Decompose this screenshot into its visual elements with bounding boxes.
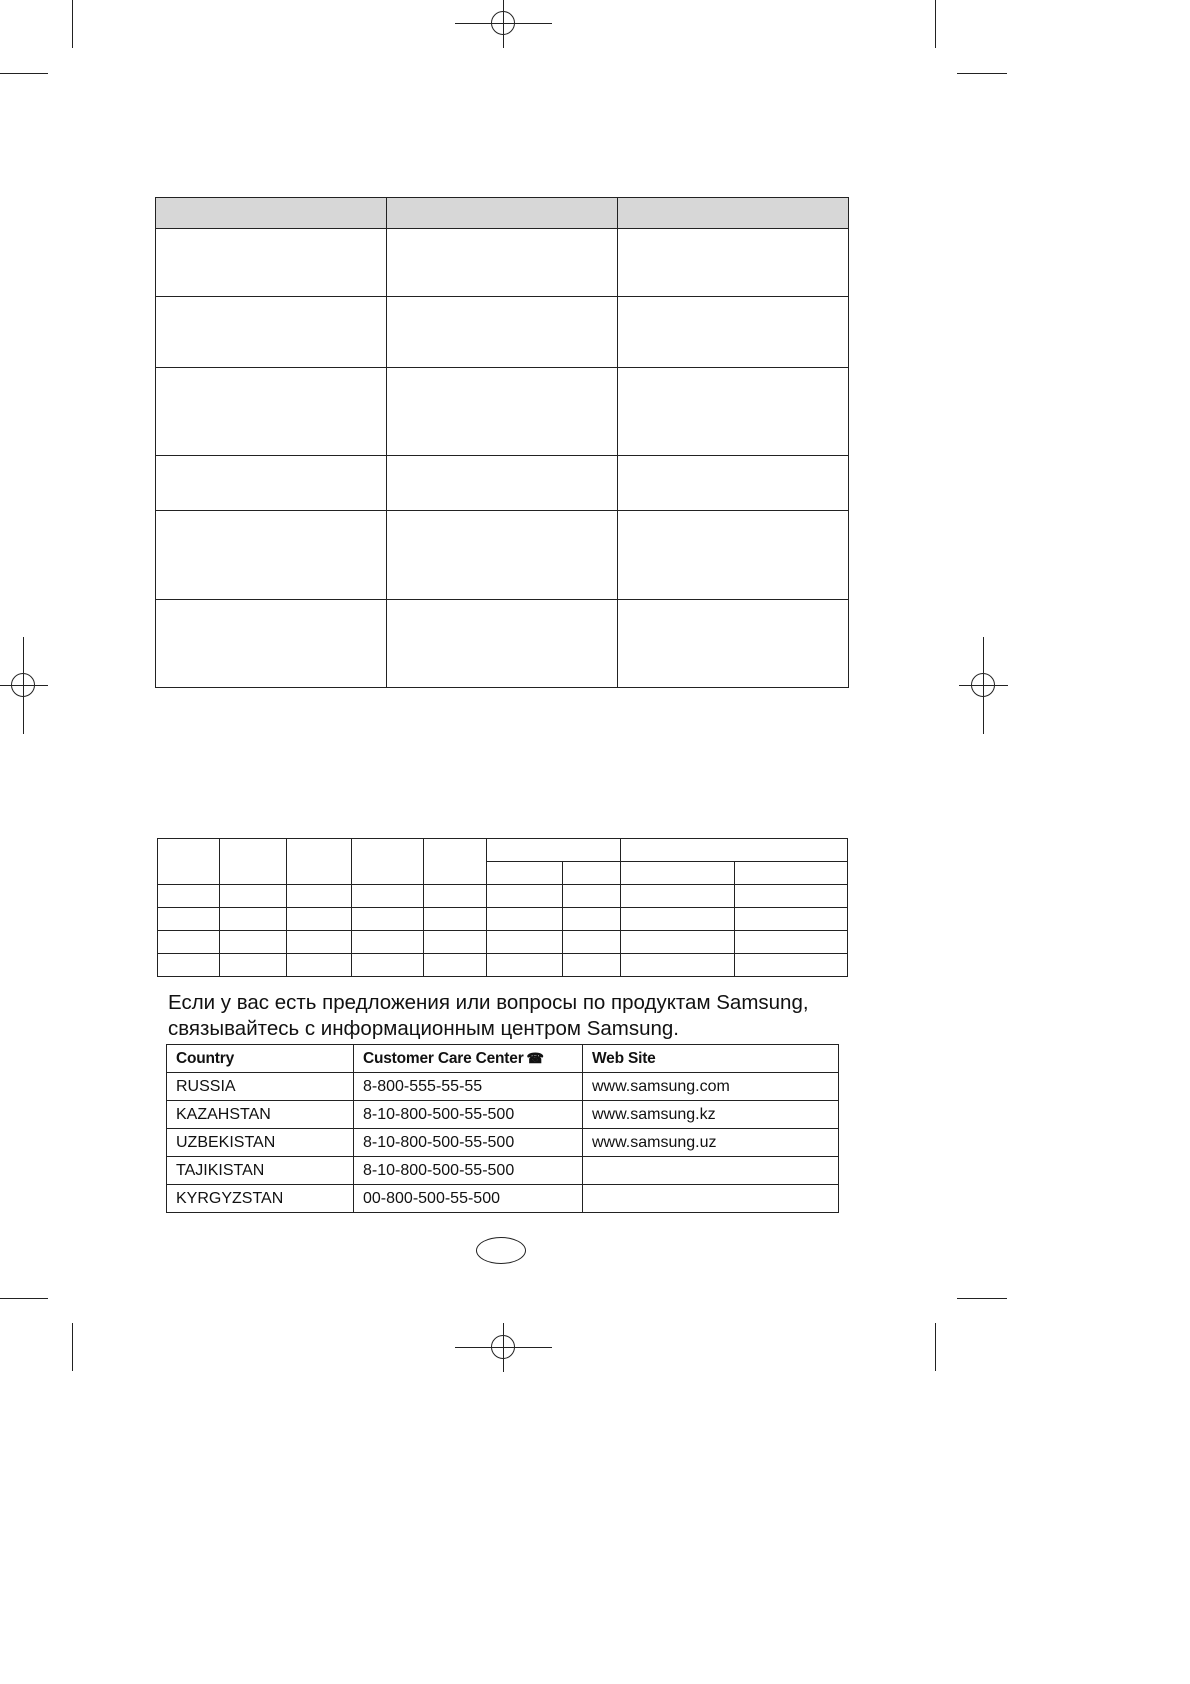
table-cell bbox=[563, 931, 621, 954]
contact-table bbox=[166, 1044, 839, 1213]
table-header-cell bbox=[563, 862, 621, 885]
crop-mark bbox=[72, 0, 73, 48]
table-cell bbox=[287, 954, 352, 977]
phone-icon: ☎ bbox=[526, 1049, 544, 1066]
table-cell bbox=[618, 229, 849, 297]
crop-mark bbox=[935, 0, 936, 48]
table-cell bbox=[352, 885, 424, 908]
contact-row bbox=[167, 1129, 839, 1157]
table-row bbox=[158, 954, 848, 977]
table-header-group-cell bbox=[487, 839, 621, 862]
table-header-group-cell bbox=[621, 839, 848, 862]
table-row bbox=[156, 229, 849, 297]
troubleshooting-table bbox=[155, 197, 849, 688]
table-header-cell bbox=[158, 839, 220, 885]
table-header-cell bbox=[156, 198, 387, 229]
website-link[interactable]: www.samsung.com bbox=[583, 1073, 839, 1101]
table-cell bbox=[158, 908, 220, 931]
table-cell bbox=[387, 511, 618, 600]
table-cell bbox=[424, 885, 487, 908]
crop-mark bbox=[0, 73, 48, 74]
intro-paragraph bbox=[168, 990, 848, 1042]
table-cell bbox=[735, 908, 848, 931]
table-cell bbox=[621, 908, 735, 931]
table-cell bbox=[158, 931, 220, 954]
table-cell bbox=[618, 297, 849, 368]
table-cell bbox=[424, 931, 487, 954]
web-site-column-header: Web Site bbox=[583, 1045, 839, 1073]
care-center-column-header bbox=[354, 1045, 583, 1073]
table-cell bbox=[563, 908, 621, 931]
table-cell bbox=[618, 511, 849, 600]
country-cell: KYRGYZSTAN bbox=[167, 1185, 354, 1213]
table-cell bbox=[220, 908, 287, 931]
intro-line: Если у вас есть предложения или вопросы по продуктам Samsung, bbox=[168, 991, 809, 1014]
table-cell bbox=[158, 954, 220, 977]
contact-row bbox=[167, 1185, 839, 1213]
table-cell bbox=[220, 885, 287, 908]
care-center-header-label: Customer Care Center bbox=[363, 1049, 524, 1067]
table-row bbox=[156, 600, 849, 688]
phone-cell: 8-10-800-500-55-500 bbox=[354, 1157, 583, 1185]
table-header-cell bbox=[352, 839, 424, 885]
table-cell bbox=[424, 908, 487, 931]
table-row bbox=[158, 931, 848, 954]
table-cell bbox=[487, 931, 563, 954]
table-row bbox=[158, 908, 848, 931]
table-cell bbox=[158, 885, 220, 908]
table-cell bbox=[487, 908, 563, 931]
website-link[interactable]: www.samsung.uz bbox=[583, 1129, 839, 1157]
table-cell bbox=[387, 456, 618, 511]
country-cell: KAZAHSTAN bbox=[167, 1101, 354, 1129]
phone-cell: 8-10-800-500-55-500 bbox=[354, 1101, 583, 1129]
country-cell: TAJIKISTAN bbox=[167, 1157, 354, 1185]
table-row bbox=[156, 297, 849, 368]
page-number-oval bbox=[476, 1237, 526, 1264]
specification-table bbox=[157, 838, 848, 977]
table-cell bbox=[287, 908, 352, 931]
contact-row bbox=[167, 1073, 839, 1101]
table-cell bbox=[156, 456, 387, 511]
contact-row bbox=[167, 1157, 839, 1185]
website-cell bbox=[583, 1185, 839, 1213]
table-header-cell bbox=[735, 862, 848, 885]
phone-cell: 8-10-800-500-55-500 bbox=[354, 1129, 583, 1157]
table-cell bbox=[387, 600, 618, 688]
country-cell: UZBEKISTAN bbox=[167, 1129, 354, 1157]
contact-header-row bbox=[167, 1045, 839, 1073]
website-link[interactable]: www.samsung.kz bbox=[583, 1101, 839, 1129]
table-cell bbox=[621, 931, 735, 954]
table-cell bbox=[563, 954, 621, 977]
table-header-row bbox=[158, 839, 848, 862]
crop-mark bbox=[957, 73, 1007, 74]
table-cell bbox=[220, 954, 287, 977]
table-cell bbox=[387, 297, 618, 368]
table-row bbox=[156, 456, 849, 511]
table-row bbox=[156, 368, 849, 456]
table-cell bbox=[287, 885, 352, 908]
table-cell bbox=[387, 229, 618, 297]
table-cell bbox=[287, 931, 352, 954]
website-cell bbox=[583, 1157, 839, 1185]
table-cell bbox=[563, 885, 621, 908]
table-cell bbox=[618, 600, 849, 688]
table-cell bbox=[621, 885, 735, 908]
table-header-cell bbox=[424, 839, 487, 885]
table-cell bbox=[487, 885, 563, 908]
country-column-header: Country bbox=[167, 1045, 354, 1073]
table-cell bbox=[156, 368, 387, 456]
table-cell bbox=[156, 600, 387, 688]
table-row bbox=[158, 885, 848, 908]
table-cell bbox=[621, 954, 735, 977]
country-cell: RUSSIA bbox=[167, 1073, 354, 1101]
table-cell bbox=[387, 368, 618, 456]
phone-cell: 8-800-555-55-55 bbox=[354, 1073, 583, 1101]
crop-mark bbox=[935, 1323, 936, 1371]
crop-mark bbox=[72, 1323, 73, 1371]
contact-row bbox=[167, 1101, 839, 1129]
table-cell bbox=[487, 954, 563, 977]
table-cell bbox=[156, 511, 387, 600]
crop-mark bbox=[957, 1298, 1007, 1299]
table-header-row bbox=[156, 198, 849, 229]
intro-line: связывайтесь с информационным центром Samsung. bbox=[168, 1017, 679, 1040]
table-cell bbox=[735, 931, 848, 954]
table-cell bbox=[352, 954, 424, 977]
table-header-cell bbox=[287, 839, 352, 885]
table-header-cell bbox=[487, 862, 563, 885]
crop-mark bbox=[0, 1298, 48, 1299]
table-cell bbox=[156, 229, 387, 297]
table-cell bbox=[156, 297, 387, 368]
table-cell bbox=[735, 954, 848, 977]
table-header-cell bbox=[387, 198, 618, 229]
table-cell bbox=[352, 931, 424, 954]
table-cell bbox=[424, 954, 487, 977]
table-header-cell bbox=[220, 839, 287, 885]
table-cell bbox=[735, 885, 848, 908]
table-header-cell bbox=[618, 198, 849, 229]
table-cell bbox=[352, 908, 424, 931]
table-cell bbox=[618, 456, 849, 511]
table-header-cell bbox=[621, 862, 735, 885]
table-cell bbox=[618, 368, 849, 456]
phone-cell: 00-800-500-55-500 bbox=[354, 1185, 583, 1213]
table-cell bbox=[220, 931, 287, 954]
table-row bbox=[156, 511, 849, 600]
